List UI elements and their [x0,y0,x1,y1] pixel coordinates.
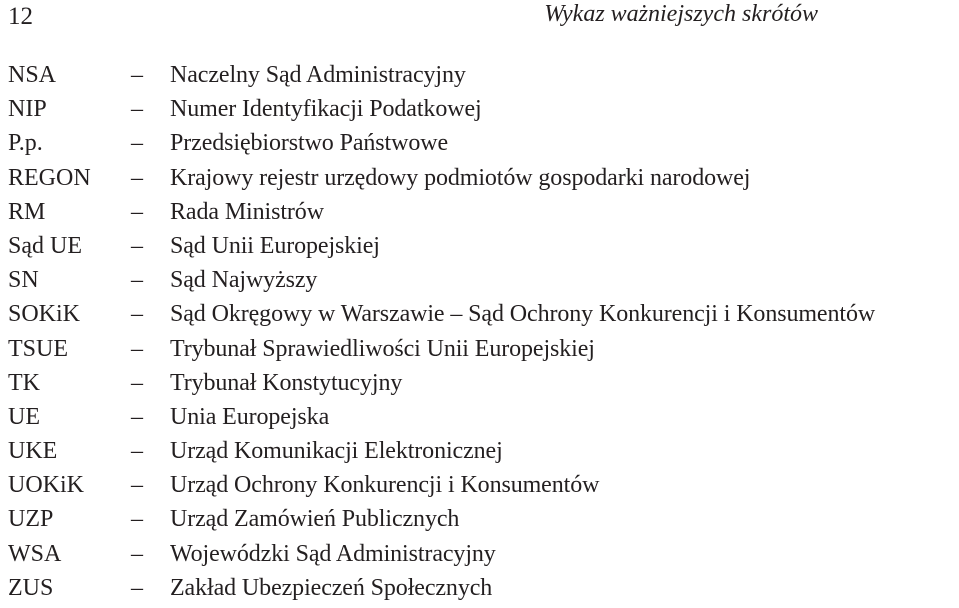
abbreviation: UZP [8,506,54,533]
running-title: Wykaz ważniejszych skrótów [544,1,818,27]
abbreviation: SOKiK [8,301,81,328]
abbreviation: P.p. [8,130,43,157]
abbreviation-expansion: Przedsiębiorstwo Państwowe [170,130,449,157]
abbreviation: Sąd UE [8,232,82,259]
abbreviation-expansion: Wojewódzki Sąd Administracyjny [170,540,496,567]
abbreviation: TK [8,369,40,396]
abbreviation-expansion: Sąd Najwyższy [170,267,318,294]
abbreviation: UE [8,403,40,430]
dash-separator: – [131,301,143,328]
abbreviation-expansion: Rada Ministrów [170,198,324,225]
abbreviation-row [0,58,959,92]
abbreviation-expansion: Urząd Zamówień Publicznych [170,506,460,533]
dash-separator: – [131,164,143,191]
abbreviation: WSA [8,540,62,567]
dash-separator: – [131,438,143,465]
abbreviation-row [0,571,959,605]
abbreviation: NSA [8,62,57,88]
abbreviation-expansion: Sąd Unii Europejskiej [170,232,380,259]
abbreviation: SN [8,267,39,294]
abbreviation-expansion: Unia Europejska [170,403,330,430]
abbreviation-row [0,161,959,195]
abbreviation: TSUE [8,335,68,362]
abbreviation-row [0,92,959,126]
dash-separator: – [131,267,143,294]
abbreviation: UKE [8,438,58,465]
abbreviation-row [0,229,959,263]
dash-separator: – [131,232,143,259]
abbreviation-row [0,126,959,160]
abbreviation: ZUS [8,574,54,601]
abbreviation-row [0,502,959,536]
abbreviation-row [0,468,959,502]
dash-separator: – [131,130,143,157]
dash-separator: – [131,335,143,362]
dash-separator: – [131,472,143,499]
dash-separator: – [131,540,143,567]
dash-separator: – [131,506,143,533]
abbreviation-expansion: Urząd Ochrony Konkurencji i Konsumentów [170,472,600,499]
abbreviation: UOKiK [8,472,84,499]
abbreviation-expansion: Sąd Okręgowy w Warszawie – Sąd Ochrony Konkurencji i Konsumentów [170,301,876,328]
abbreviation-row [0,195,959,229]
abbreviation-row [0,263,959,297]
abbreviation-expansion: Numer Identyfikacji Podatkowej [170,96,482,123]
abbreviation: RM [8,198,46,225]
abbreviation-expansion: Krajowy rejestr urzędowy podmiotów gospodarki narodowej [170,164,751,191]
abbreviation-row [0,537,959,571]
page-number: 12 [8,3,33,30]
abbreviation-row [0,434,959,468]
abbreviation-row [0,332,959,366]
dash-separator: – [131,62,143,88]
page-header [0,0,959,36]
abbreviation-expansion: Naczelny Sąd Administracyjny [170,62,466,88]
abbreviation-row [0,297,959,331]
abbreviation-expansion: Trybunał Sprawiedliwości Unii Europejskiej [170,335,595,362]
abbreviation: REGON [8,164,91,191]
abbreviation-expansion: Trybunał Konstytucyjny [170,369,403,396]
abbreviation-expansion: Zakład Ubezpieczeń Społecznych [170,574,493,601]
dash-separator: – [131,369,143,396]
abbreviation-row [0,400,959,434]
dash-separator: – [131,198,143,225]
dash-separator: – [131,96,143,123]
abbreviation-expansion: Urząd Komunikacji Elektronicznej [170,438,503,465]
abbreviation-list [0,58,959,605]
abbreviation: NIP [8,96,47,123]
abbreviation-row [0,366,959,400]
dash-separator: – [131,574,143,601]
dash-separator: – [131,403,143,430]
